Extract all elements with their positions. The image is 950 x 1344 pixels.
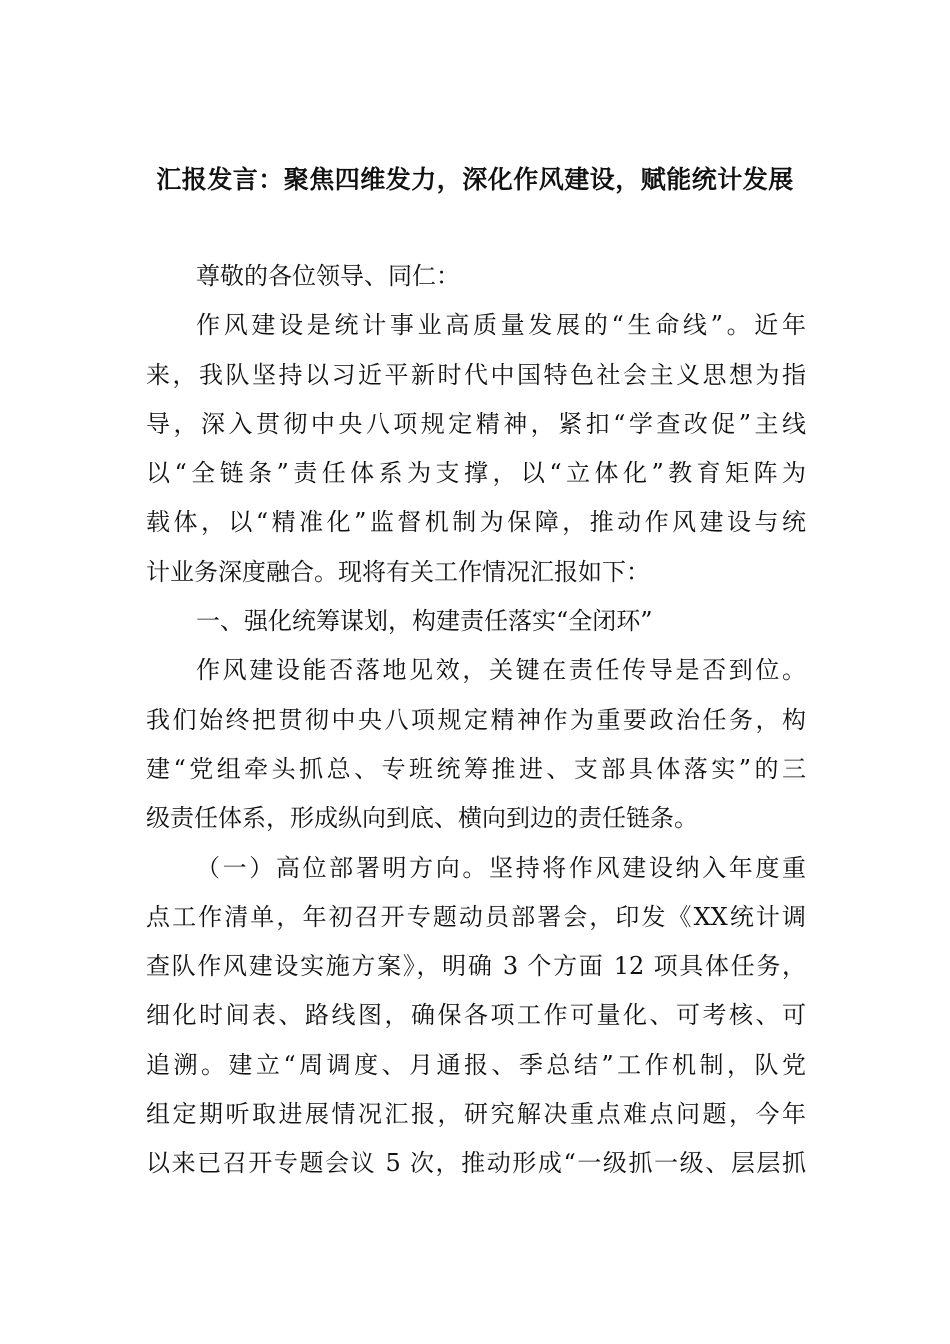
text-line: 以来已召开专题会议 5 次，推动形成“一级抓一级、层层抓 bbox=[146, 1149, 806, 1178]
text-line: 导，深入贯彻中央八项规定精神，紧扣“学查改促”主线 bbox=[146, 409, 806, 438]
text-line: 细化时间表、路线图，确保各项工作可量化、可考核、可 bbox=[146, 1001, 806, 1030]
text-line: 查队作风建设实施方案》，明确 3 个方面 12 项具体任务， bbox=[146, 952, 806, 981]
text-line: 组定期听取进展情况汇报，研究解决重点难点问题，今年 bbox=[146, 1100, 806, 1129]
text-line: 尊敬的各位领导、同仁： bbox=[196, 262, 460, 290]
text-line: 作风建设是统计事业高质量发展的“生命线”。近年 bbox=[196, 311, 806, 340]
text-line: 以“全链条”责任体系为支撑，以“立体化”教育矩阵为 bbox=[146, 459, 806, 488]
text-line: 我们始终把贯彻中央八项规定精神作为重要政治任务，构 bbox=[146, 705, 806, 734]
text-line: 作风建设能否落地见效，关键在责任传导是否到位。 bbox=[196, 656, 806, 685]
document-body bbox=[146, 252, 806, 1189]
page-title: 汇报发言：聚焦四维发力，深化作风建设，赋能统计发展 bbox=[156, 165, 794, 194]
text-line: 级责任体系，形成纵向到底、横向到边的责任链条。 bbox=[146, 804, 698, 833]
text-line: 载体，以“精准化”监督机制为保障，推动作风建设与统 bbox=[146, 508, 806, 537]
text-line: 来，我队坚持以习近平新时代中国特色社会主义思想为指 bbox=[146, 360, 806, 389]
text-line: 计业务深度融合。现将有关工作情况汇报如下： bbox=[146, 557, 650, 586]
text-line: （一）高位部署明方向。坚持将作风建设纳入年度重 bbox=[196, 853, 806, 882]
text-line: 建“党组牵头抓总、专班统筹推进、支部具体落实”的三 bbox=[146, 754, 806, 783]
text-line: 点工作清单，年初召开专题动员部署会，印发《XX统计调 bbox=[146, 902, 806, 931]
text-line: 一、强化统筹谋划，构建责任落实“全闭环” bbox=[196, 607, 653, 636]
text-line: 追溯。建立“周调度、月通报、季总结”工作机制，队党 bbox=[146, 1050, 806, 1079]
